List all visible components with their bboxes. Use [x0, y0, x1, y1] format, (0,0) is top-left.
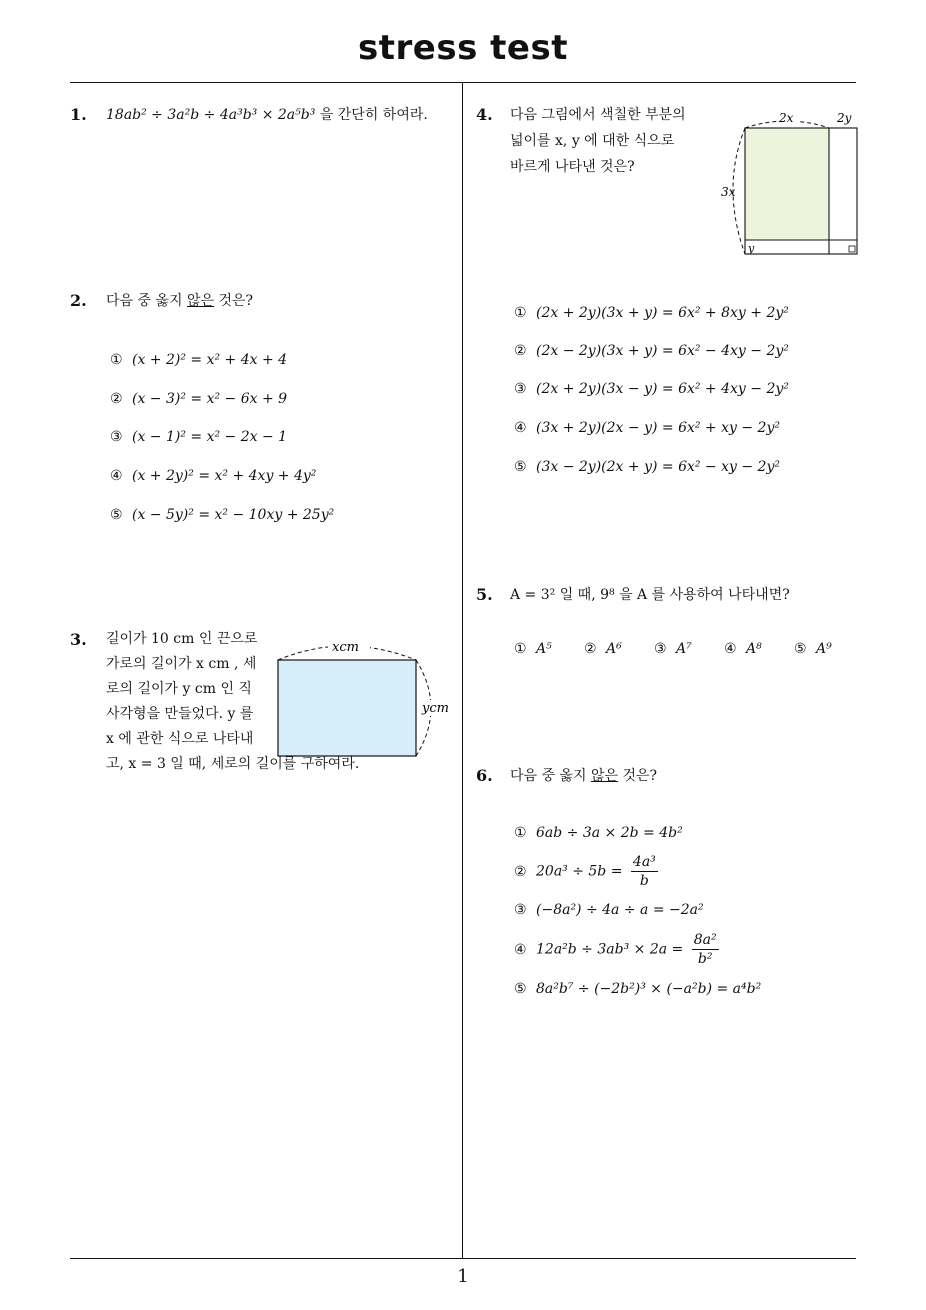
choice-text: 8a²b⁷ ÷ (−2b²)³ × (−a²b) = a⁴b²: [536, 981, 762, 997]
choice-text: (2x − 2y)(3x + y) = 6x² − 4xy − 2y²: [536, 343, 789, 359]
fraction: [631, 853, 658, 890]
rectangle: [278, 660, 416, 756]
choice-4[interactable]: [514, 420, 780, 436]
choice-text: (x − 3)² = x² − 6x + 9: [132, 391, 288, 407]
choice-3[interactable]: [654, 641, 692, 657]
question-number: 5.: [476, 585, 493, 604]
stem-line: 가로의 길이가 x cm , 세: [106, 656, 257, 672]
choice-text: (x − 1)² = x² − 2x − 1: [132, 429, 288, 445]
stem-line: 사각형을 만들었다. y 를: [106, 706, 254, 722]
choice-text: (x + 2)² = x² + 4x + 4: [132, 352, 288, 368]
stem-text: 다음 중 옳지: [106, 293, 183, 309]
expression: 18ab² ÷ 3a²b ÷ 4a³b³ × 2a⁵b³: [106, 107, 316, 123]
stem-text: 다음 중 옳지: [510, 768, 587, 784]
choice-2[interactable]: [514, 853, 658, 890]
bottom-rule: [70, 1258, 856, 1259]
choice-text: (−8a²) ÷ 4a ÷ a = −2a²: [536, 902, 704, 918]
choice-4[interactable]: [724, 641, 762, 657]
choice-marker: ③: [110, 429, 123, 445]
rectangle-figure: [270, 634, 460, 764]
choice-marker: ③: [654, 641, 667, 657]
stem-line: 길이가 10 cm 인 끈으로: [106, 631, 258, 647]
question-number: 6.: [476, 766, 493, 785]
denominator: b²: [697, 951, 713, 967]
right-angle-mark: [849, 246, 855, 252]
choice-text: (x − 5y)² = x² − 10xy + 25y²: [132, 507, 335, 523]
stem-line: 다음 그림에서 색칠한 부분의: [510, 107, 686, 123]
choice-marker: ①: [514, 825, 527, 841]
choice-4[interactable]: [514, 931, 719, 968]
choice-2[interactable]: [584, 641, 622, 657]
choice-text: (x + 2y)² = x² + 4xy + 4y²: [132, 468, 317, 484]
choice-1[interactable]: [110, 352, 287, 368]
stem-text: 것은?: [218, 293, 254, 309]
numerator: 8a²: [693, 932, 717, 948]
choice-text: 12a²b ÷ 3ab³ × 2a =: [536, 941, 684, 958]
choice-5[interactable]: [110, 507, 334, 523]
choice-text: 6ab ÷ 3a × 2b = 4b²: [536, 825, 683, 841]
label-2x: 2x: [779, 111, 794, 125]
area-figure: [715, 108, 865, 260]
stem-line: 넓이를 x, y 에 대한 식으로: [510, 133, 675, 149]
choice-3[interactable]: [514, 902, 704, 918]
stem-line: 로의 길이가 y cm 인 직: [106, 681, 252, 697]
numerator: 4a³: [632, 854, 656, 870]
stem-underlined: 않은: [186, 293, 215, 309]
fraction: [692, 931, 719, 968]
choice-text: 20a³ ÷ 5b =: [536, 863, 623, 880]
choice-marker: ④: [724, 641, 737, 657]
question-number: 3.: [70, 630, 87, 649]
label-3x: 3x: [721, 185, 736, 199]
choice-text: (2x + 2y)(3x − y) = 6x² + 4xy − 2y²: [536, 381, 789, 397]
denominator: b: [639, 873, 649, 889]
stem-line: x 에 관한 식으로 나타내: [106, 731, 254, 747]
choice-marker: ⑤: [794, 641, 807, 657]
choice-marker: ②: [514, 863, 527, 880]
question-stem: [510, 763, 657, 789]
stem-tail: 을 간단히 하여라.: [319, 107, 428, 123]
choice-marker: ①: [514, 305, 527, 321]
label-width: xcm: [332, 640, 359, 655]
choice-marker: ④: [514, 941, 527, 958]
choice-text: (3x + 2y)(2x − y) = 6x² + xy − 2y²: [536, 420, 780, 436]
choice-text: A⁷: [676, 641, 692, 657]
choice-5[interactable]: [514, 981, 761, 997]
choice-marker: ②: [110, 391, 123, 407]
choice-2[interactable]: [514, 343, 789, 359]
choice-text: A⁸: [746, 641, 762, 657]
question-stem: [106, 102, 451, 128]
choice-1[interactable]: [514, 825, 683, 841]
question-stem: A = 3² 일 때, 9⁸ 을 A 를 사용하여 나타내면?: [510, 587, 790, 603]
question-number: 1.: [70, 105, 87, 124]
choice-marker: ⑤: [514, 981, 527, 997]
choice-marker: ④: [514, 420, 527, 436]
choice-5[interactable]: [514, 459, 780, 475]
question-stem: [106, 288, 253, 314]
choice-1[interactable]: [514, 305, 789, 321]
label-height: ycm: [422, 701, 449, 716]
choice-marker: ①: [110, 352, 123, 368]
choice-marker: ②: [514, 343, 527, 359]
choice-1[interactable]: [514, 641, 552, 657]
choice-text: A⁵: [536, 641, 552, 657]
choice-3[interactable]: [514, 381, 789, 397]
choice-marker: ③: [514, 381, 527, 397]
choice-marker: ⑤: [110, 507, 123, 523]
question-number: 4.: [476, 105, 493, 124]
choice-marker: ②: [584, 641, 597, 657]
choice-4[interactable]: [110, 468, 316, 484]
question-number: 2.: [70, 291, 87, 310]
label-y: y: [748, 242, 755, 255]
top-rule: [70, 82, 856, 83]
question-stem: [510, 102, 720, 180]
stem-text: 것은?: [622, 768, 658, 784]
choice-5[interactable]: [794, 641, 832, 657]
choice-marker: ④: [110, 468, 123, 484]
choice-text: A⁶: [606, 641, 622, 657]
choice-marker: ③: [514, 902, 527, 918]
choice-text: A⁹: [816, 641, 832, 657]
choice-text: (2x + 2y)(3x + y) = 6x² + 8xy + 2y²: [536, 305, 789, 321]
choice-marker: ①: [514, 641, 527, 657]
choice-marker: ⑤: [514, 459, 527, 475]
stem-underlined: 않은: [590, 768, 619, 784]
choice-text: (3x − 2y)(2x + y) = 6x² − xy − 2y²: [536, 459, 780, 475]
page-number: 1: [457, 1266, 469, 1287]
stem-line: 바르게 나타낸 것은?: [510, 159, 635, 175]
page-title: stress test: [358, 28, 568, 68]
stem-line: 고, x = 3 일 때, 세로의 길이를 구하여라.: [106, 756, 360, 772]
choice-2[interactable]: [110, 391, 287, 407]
choice-3[interactable]: [110, 429, 287, 445]
shaded-region: [745, 128, 829, 240]
label-2y: 2y: [837, 111, 852, 125]
